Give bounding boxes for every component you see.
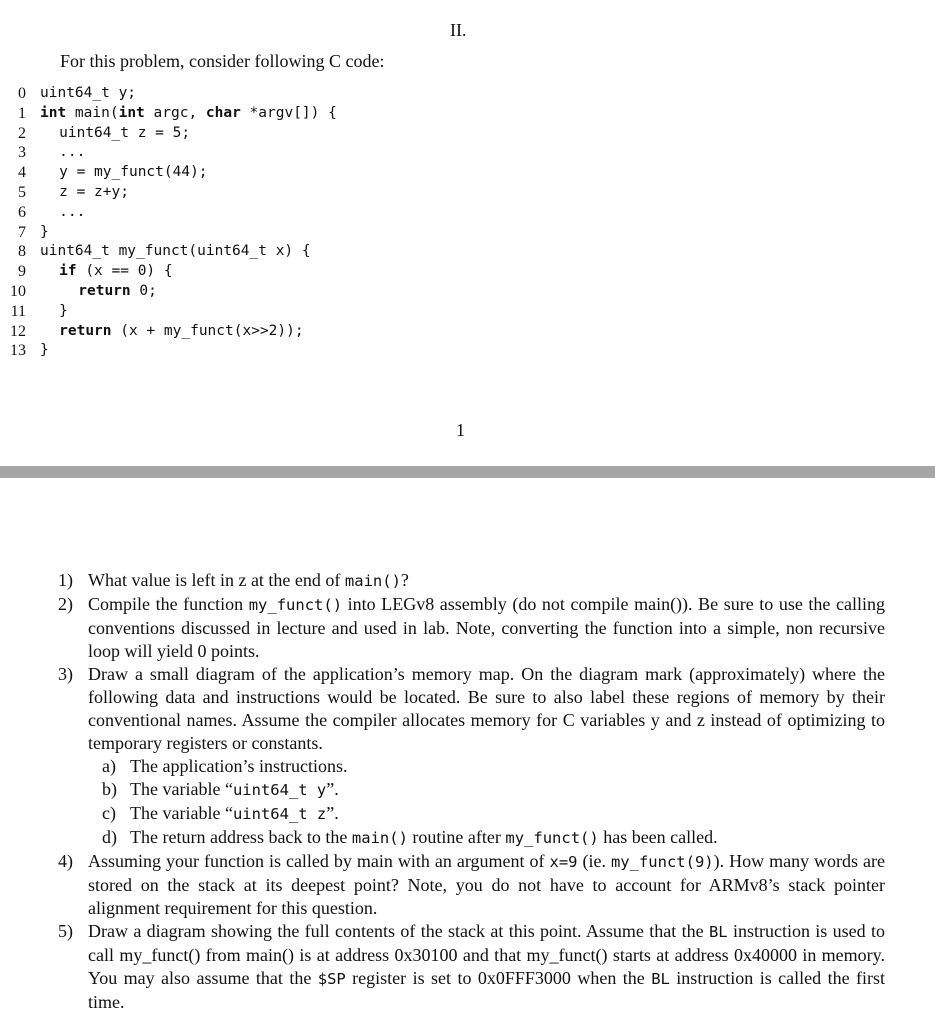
line-number: 12 xyxy=(10,322,26,340)
code-fragment: return xyxy=(78,283,131,299)
code-text xyxy=(59,203,85,223)
code-fragment: int xyxy=(40,104,67,121)
text-fragment: } xyxy=(40,342,49,359)
page-number: 1 xyxy=(456,420,465,440)
text-fragment: into LEGv8 assembly (do not compile main()). Be sure to use the calling conventions discussed in lecture and used in lab. Note, converting the function into a simple, non recursive loop will yield 0 points. xyxy=(88,594,885,661)
line-number: 13 xyxy=(10,342,26,360)
code-fragment: if xyxy=(59,263,77,280)
text-fragment: instruction is used to call my_funct() from main() is at address 0x30100 and that my_funct() starts at address 0x40000 in memory. You may also assume that the xyxy=(88,921,885,988)
code-text xyxy=(40,223,49,243)
text-fragment: main( xyxy=(66,104,119,121)
text-fragment: ... xyxy=(59,144,86,161)
code-fragment: my_funct() xyxy=(505,829,599,847)
line-number: 0 xyxy=(18,85,26,102)
code-text xyxy=(40,84,136,104)
code-fragment: my_funct() xyxy=(248,596,343,614)
text-fragment: 0; xyxy=(130,283,157,299)
code-line xyxy=(0,124,500,144)
line-number: 5 xyxy=(18,184,26,201)
code-text xyxy=(59,302,68,322)
code-line xyxy=(0,84,500,104)
text-fragment: Assuming your function is called by main with an argument of xyxy=(88,851,550,871)
line-number: 8 xyxy=(18,243,26,261)
line-number: 10 xyxy=(10,283,26,300)
problem-intro: For this problem, consider following C code: xyxy=(60,51,385,71)
code-text xyxy=(59,124,190,144)
code-text xyxy=(40,341,49,361)
text-fragment: z = z+y; xyxy=(59,184,129,200)
text-fragment: uint64_t z = 5; xyxy=(59,124,191,141)
question-item xyxy=(58,850,886,920)
line-number: 4 xyxy=(18,164,26,182)
sub-question-letter: a) xyxy=(102,756,116,776)
text-fragment: } xyxy=(40,223,49,240)
code-text xyxy=(59,143,85,163)
text-fragment: routine after xyxy=(407,827,506,847)
line-number: 11 xyxy=(10,302,26,320)
question-item xyxy=(58,920,885,1014)
text-fragment: Draw a diagram showing the full contents of the stack at this point. Assume that the xyxy=(88,921,709,941)
code-line xyxy=(0,203,500,223)
question-item xyxy=(58,569,885,593)
question-number: 4) xyxy=(58,851,73,871)
code-line xyxy=(0,163,500,183)
question-number: 1) xyxy=(58,570,73,590)
question-number: 3) xyxy=(58,664,73,684)
code-text xyxy=(59,262,173,282)
code-fragment: char xyxy=(205,104,241,121)
section-title: II. xyxy=(450,20,467,40)
code-text xyxy=(40,242,311,262)
code-line xyxy=(0,341,500,361)
code-fragment: $SP xyxy=(317,970,346,988)
sub-question-item xyxy=(102,802,885,826)
sub-question-letter: c) xyxy=(102,803,116,823)
question-number: 5) xyxy=(58,921,73,941)
code-line xyxy=(0,183,500,203)
code-fragment: uint64_t z xyxy=(232,805,327,823)
text-fragment: (x == 0) { xyxy=(76,263,173,280)
code-text xyxy=(59,322,303,342)
text-fragment: ... xyxy=(59,203,86,220)
code-fragment: main() xyxy=(351,829,408,847)
line-number: 7 xyxy=(18,223,26,241)
text-fragment: Compile the function xyxy=(88,594,249,614)
text-fragment: Draw a small diagram of the application’s memory map. On the diagram mark (approximately) where the following data and instructions would be located. Be sure to also label these regions of memory by their conventional names. Assume the compiler allocates memory for C variables y and z instead of optimizing to temporary registers or constants. xyxy=(88,664,885,753)
code-text xyxy=(59,163,207,183)
code-line xyxy=(0,282,500,302)
line-number: 2 xyxy=(18,124,26,142)
text-fragment: (x + my_funct(x>>2)); xyxy=(111,322,304,339)
code-fragment: return xyxy=(59,322,112,339)
sub-question-letter: d) xyxy=(102,827,117,847)
text-fragment: argc, xyxy=(144,104,206,121)
code-text xyxy=(78,282,157,302)
code-text xyxy=(59,183,129,203)
sub-question-letter: b) xyxy=(102,779,117,799)
page-separator xyxy=(0,466,935,478)
question-item xyxy=(58,663,885,755)
text-fragment: The variable “ xyxy=(130,803,233,823)
sub-question-item xyxy=(102,755,885,778)
code-line xyxy=(0,322,500,342)
code-line xyxy=(0,143,500,163)
text-fragment: } xyxy=(59,302,68,319)
line-number: 1 xyxy=(18,104,26,122)
sub-question-item xyxy=(102,778,885,802)
line-number: 6 xyxy=(18,203,26,221)
code-fragment: x=9 xyxy=(549,853,578,871)
text-fragment: has been called. xyxy=(598,827,718,847)
question-item xyxy=(58,593,885,663)
code-fragment: BL xyxy=(708,923,728,941)
code-fragment: int xyxy=(118,104,145,121)
code-text xyxy=(40,104,337,124)
code-line xyxy=(0,104,500,124)
text-fragment: The variable “ xyxy=(130,779,233,799)
text-fragment: register is set to 0x0FFF3000 when the xyxy=(345,968,652,988)
code-fragment: my_funct(9) xyxy=(610,853,714,871)
question-number: 2) xyxy=(58,594,73,614)
code-line xyxy=(0,242,500,262)
text-fragment: *argv[]) { xyxy=(240,104,337,121)
line-number: 9 xyxy=(18,263,26,281)
code-fragment: main() xyxy=(344,572,401,590)
text-fragment: instruction is called the first time. xyxy=(88,968,885,1012)
text-fragment: uint64_t my_funct(uint64_t x) { xyxy=(40,243,311,260)
code-fragment: BL xyxy=(651,970,670,988)
text-fragment: The application’s instructions. xyxy=(130,756,348,776)
text-fragment: The return address back to the xyxy=(130,827,352,847)
code-fragment: uint64_t y xyxy=(232,781,327,799)
code-line xyxy=(0,223,500,243)
text-fragment: uint64_t y; xyxy=(40,85,137,101)
text-fragment: What value is left in z at the end of xyxy=(88,570,345,590)
text-fragment: ). How many words are stored on the stack at its deepest point? Note, you do not have to account for ARMv8’s stack pointer alignment requirement for this question. xyxy=(88,851,886,918)
question-list xyxy=(0,569,935,1014)
code-line xyxy=(0,302,500,322)
line-number: 3 xyxy=(18,144,26,162)
text-fragment: ”. xyxy=(326,803,339,823)
text-fragment: ? xyxy=(400,570,409,590)
text-fragment: (ie. xyxy=(577,851,611,871)
code-line xyxy=(0,262,500,282)
text-fragment: ”. xyxy=(326,779,339,799)
text-fragment: y = my_funct(44); xyxy=(59,164,208,181)
sub-question-item xyxy=(102,826,885,850)
code-listing xyxy=(0,84,500,364)
